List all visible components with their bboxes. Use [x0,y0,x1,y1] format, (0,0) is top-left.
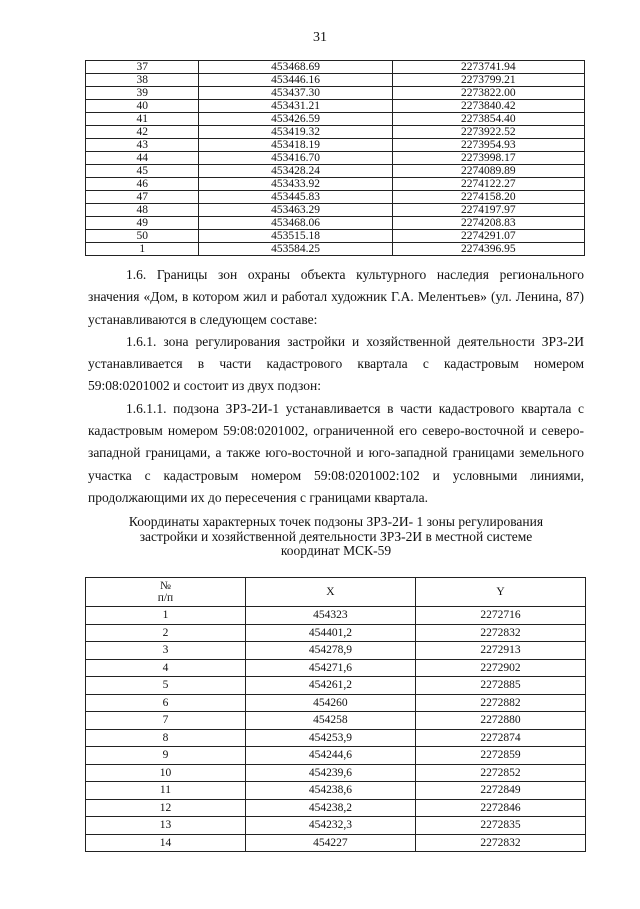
y-coordinate-cell: 2272835 [415,817,585,835]
x-coordinate-cell: 453515.18 [199,230,392,243]
point-number-cell: 42 [86,126,199,139]
point-number-cell: 49 [86,217,199,230]
x-coordinate-cell: 454401,2 [245,624,415,642]
x-coordinate-cell: 453416.70 [199,152,392,165]
point-number-cell: 5 [86,677,246,695]
x-coordinate-cell: 453426.59 [199,113,392,126]
x-coordinate-cell: 454261,2 [245,677,415,695]
page-number: 31 [313,30,327,45]
point-number-cell: 45 [86,165,199,178]
point-number-cell: 7 [86,712,246,730]
y-coordinate-cell: 2274197.97 [392,204,584,217]
x-coordinate-cell: 453584.25 [199,243,392,256]
y-coordinate-cell: 2272846 [415,799,585,817]
x-coordinate-cell: 454323 [245,607,415,625]
caption-line-1: Координаты характерных точек подзоны ЗРЗ-2И- 1 зоны регулирования [128,514,544,529]
header-number [86,578,246,607]
x-coordinate-cell: 453446.16 [199,74,392,87]
x-coordinate-cell: 453431.21 [199,100,392,113]
coordinates-table-top [85,60,585,256]
y-coordinate-cell: 2273922.52 [392,126,584,139]
header-number-line-1: № [159,580,171,592]
paragraph-1-6-1-1: 1.6.1.1. подзона ЗРЗ-2И-1 устанавливается в части кадастрового квартала с кадастровым номером 59:08:0201002, ограниченной его северо-восточной и северо-западной границами, а также юго-восточной и юго-западной границами земельного участка с кадастровым номером 59:08:0201002:102 и условными линиями, продолжающими их до пересечения с границами квартала. [88,400,584,505]
table-row [86,243,585,256]
header-x: X [245,578,415,607]
y-coordinate-cell: 2274122.27 [392,178,584,191]
paragraph-1-6: 1.6. Границы зон охраны объекта культурного наследия регионального значения «Дом, в котором жил и работал художник Г.А. Мелентьев» (ул. Ленина, 87) устанавливаются в следующем составе: [88,267,584,327]
x-coordinate-cell: 453437.30 [199,87,392,100]
y-coordinate-cell: 2272882 [415,694,585,712]
point-number-cell: 40 [86,100,199,113]
point-number-cell: 10 [86,764,246,782]
table-row [86,204,585,217]
table-row [86,642,586,660]
point-number-cell: 50 [86,230,199,243]
caption-line-2: застройки и хозяйственной деятельности ЗРЗ-2И в местной системе [139,528,533,544]
table-row [86,817,586,835]
point-number-cell: 43 [86,139,199,152]
point-number-cell: 4 [86,659,246,677]
table-row [86,677,586,695]
point-number-cell: 46 [86,178,199,191]
y-coordinate-cell: 2272913 [415,642,585,660]
y-coordinate-cell: 2273998.17 [392,152,584,165]
y-coordinate-cell: 2274291.07 [392,230,584,243]
table-header-row [86,578,586,607]
table-row [86,178,585,191]
table-row [86,126,585,139]
point-number-cell: 14 [86,834,246,852]
x-coordinate-cell: 453445.83 [199,191,392,204]
header-y: Y [415,578,585,607]
point-number-cell: 41 [86,113,199,126]
x-coordinate-cell: 453428.24 [199,165,392,178]
y-coordinate-cell: 2273840.42 [392,100,584,113]
header-number-line-2: п/п [157,592,174,604]
y-coordinate-cell: 2274089.89 [392,165,584,178]
point-number-cell: 1 [86,243,199,256]
table-row [86,87,585,100]
point-number-cell: 9 [86,747,246,765]
table-row [86,165,585,178]
table-row [86,139,585,152]
y-coordinate-cell: 2274396.95 [392,243,584,256]
y-coordinate-cell: 2272849 [415,782,585,800]
x-coordinate-cell: 454258 [245,712,415,730]
point-number-cell: 44 [86,152,199,165]
point-number-cell: 37 [86,61,199,74]
point-number-cell: 48 [86,204,199,217]
y-coordinate-cell: 2272859 [415,747,585,765]
table-row [86,217,585,230]
table-row [86,191,585,204]
x-coordinate-cell: 454271,6 [245,659,415,677]
x-coordinate-cell: 454253,9 [245,729,415,747]
point-number-cell: 11 [86,782,246,800]
table-row [86,799,586,817]
table-row [86,659,586,677]
table-row [86,74,585,87]
y-coordinate-cell: 2274208.83 [392,217,584,230]
x-coordinate-cell: 453418.19 [199,139,392,152]
x-coordinate-cell: 454238,6 [245,782,415,800]
y-coordinate-cell: 2273799.21 [392,74,584,87]
table-row [86,747,586,765]
table-row [86,152,585,165]
x-coordinate-cell: 453433.92 [199,178,392,191]
table-row [86,100,585,113]
y-coordinate-cell: 2272832 [415,624,585,642]
point-number-cell: 2 [86,624,246,642]
point-number-cell: 13 [86,817,246,835]
point-number-cell: 8 [86,729,246,747]
y-coordinate-cell: 2272852 [415,764,585,782]
table-row [86,624,586,642]
y-coordinate-cell: 2273822.00 [392,87,584,100]
y-coordinate-cell: 2272902 [415,659,585,677]
x-coordinate-cell: 453463.29 [199,204,392,217]
table-row [86,834,586,852]
y-coordinate-cell: 2273741.94 [392,61,584,74]
coordinates-table-bottom [85,577,586,852]
point-number-cell: 47 [86,191,199,204]
point-number-cell: 38 [86,74,199,87]
x-coordinate-cell: 454238,2 [245,799,415,817]
table-row [86,712,586,730]
y-coordinate-cell: 2274158.20 [392,191,584,204]
x-coordinate-cell: 453468.06 [199,217,392,230]
table-row [86,61,585,74]
paragraph-1-6-1: 1.6.1. зона регулирования застройки и хозяйственной деятельности ЗРЗ-2И устанавливается в части кадастрового квартала с кадастровым номером 59:08:0201002 и состоит из двух подзон: [88,333,584,394]
table-row [86,230,585,243]
table-row [86,113,585,126]
y-coordinate-cell: 2272885 [415,677,585,695]
y-coordinate-cell: 2273954.93 [392,139,584,152]
x-coordinate-cell: 454278,9 [245,642,415,660]
table-row [86,694,586,712]
body-text [88,264,584,509]
point-number-cell: 12 [86,799,246,817]
y-coordinate-cell: 2272832 [415,834,585,852]
y-coordinate-cell: 2272880 [415,712,585,730]
x-coordinate-cell: 454244,6 [245,747,415,765]
table-row [86,782,586,800]
x-coordinate-cell: 453419.32 [199,126,392,139]
point-number-cell: 6 [86,694,246,712]
table-row [86,607,586,625]
x-coordinate-cell: 454239,6 [245,764,415,782]
caption-line-3: координат МСК-59 [280,543,392,558]
y-coordinate-cell: 2273854.40 [392,113,584,126]
x-coordinate-cell: 454232,3 [245,817,415,835]
point-number-cell: 3 [86,642,246,660]
table-row [86,764,586,782]
x-coordinate-cell: 454260 [245,694,415,712]
point-number-cell: 39 [86,87,199,100]
table-row [86,729,586,747]
x-coordinate-cell: 454227 [245,834,415,852]
point-number-cell: 1 [86,607,246,625]
table-caption [88,515,584,559]
x-coordinate-cell: 453468.69 [199,61,392,74]
y-coordinate-cell: 2272716 [415,607,585,625]
y-coordinate-cell: 2272874 [415,729,585,747]
